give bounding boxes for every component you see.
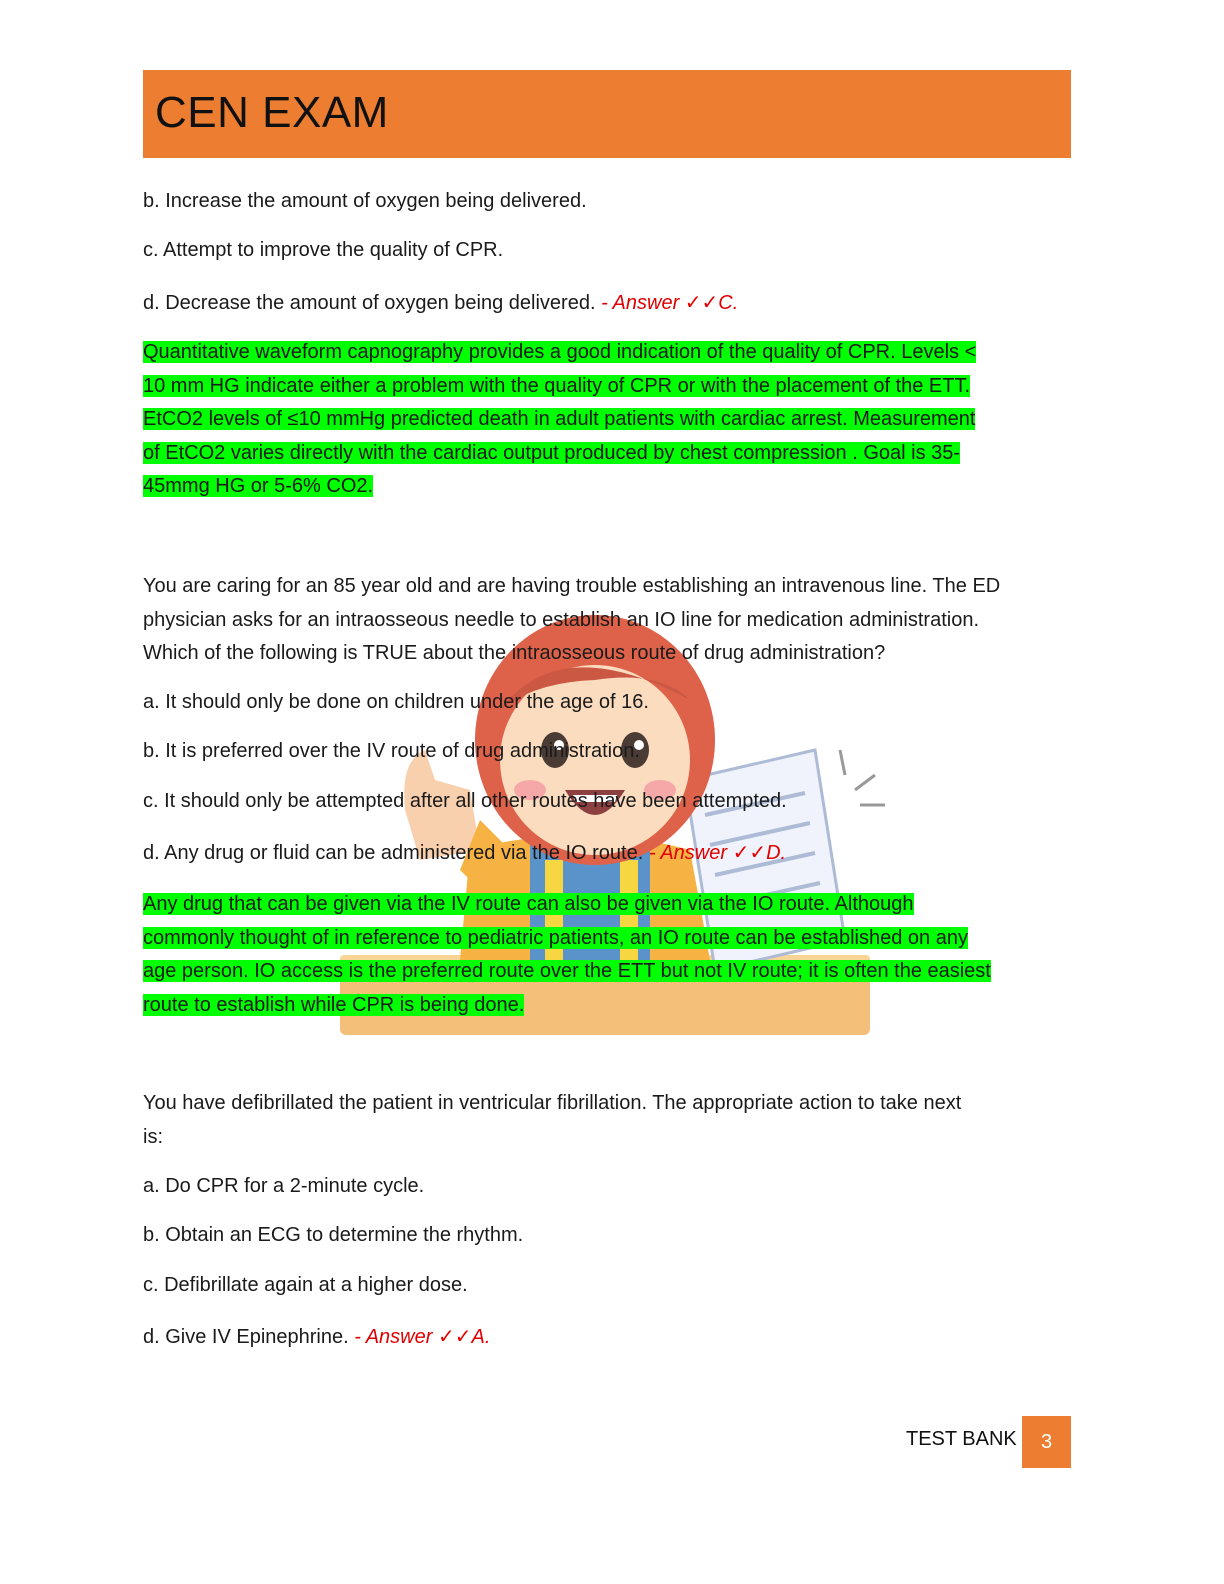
stem-line: You have defibrillated the patient in ventricular fibrillation. The appropriate action to take next <box>143 1092 962 1114</box>
explanation-line: route to establish while CPR is being done. <box>143 993 525 1016</box>
explanation-line: EtCO2 levels of ≤10 mmHg predicted death in adult patients with cardiac arrest. Measurement <box>143 408 976 430</box>
q3-option-a: a. Do CPR for a 2-minute cycle. <box>143 1175 425 1197</box>
page-number: 3 <box>1022 1416 1071 1468</box>
q1-option-b: b. Increase the amount of oxygen being delivered. <box>143 190 587 212</box>
page-title: CEN EXAM <box>155 88 389 137</box>
explanation-line: Quantitative waveform capnography provides a good indication of the quality of CPR. Levels < <box>143 341 977 363</box>
q3-stem <box>143 1087 1073 1154</box>
q2-stem <box>143 570 1073 671</box>
q1-option-c: c. Attempt to improve the quality of CPR. <box>143 239 504 261</box>
answer-key: Answer ✓✓A. <box>365 1326 491 1348</box>
footer-label: TEST BANK <box>906 1428 1017 1450</box>
answer-key: Answer ✓✓D. <box>660 842 787 864</box>
stem-line: is: <box>143 1125 163 1148</box>
q2-option-d <box>143 837 786 870</box>
q2-explanation <box>143 888 1063 1022</box>
q3-option-d <box>143 1321 490 1354</box>
explanation-line: 10 mm HG indicate either a problem with the quality of CPR or with the placement of the ETT. <box>143 374 971 397</box>
q2-option-a: a. It should only be done on children under the age of 16. <box>143 691 649 713</box>
explanation-line: of EtCO2 varies directly with the cardiac output produced by chest compression . Goal is 35- <box>143 441 961 464</box>
q1-option-d <box>143 287 738 320</box>
explanation-line: 45mmg HG or 5-6% CO2. <box>143 475 374 497</box>
q3-option-c: c. Defibrillate again at a higher dose. <box>143 1274 468 1296</box>
answer-separator: - <box>595 292 613 314</box>
answer-key: Answer ✓✓C. <box>612 292 739 314</box>
stem-line: physician asks for an intraosseous needle to establish an IO line for medication administration. <box>143 608 980 631</box>
option-text: d. Decrease the amount of oxygen being delivered. <box>143 292 596 314</box>
stem-line: You are caring for an 85 year old and are having trouble establishing an intravenous line. The ED <box>143 575 1001 597</box>
q2-option-b: b. It is preferred over the IV route of drug administration. <box>143 740 640 762</box>
option-text: d. Any drug or fluid can be administered via the IO route. <box>143 842 644 864</box>
answer-separator: - <box>348 1326 366 1348</box>
header-bar <box>143 70 1071 158</box>
q2-option-c: c. It should only be attempted after all other routes have been attempted. <box>143 790 787 812</box>
explanation-line: commonly thought of in reference to pediatric patients, an IO route can be established on any <box>143 926 968 949</box>
explanation-line: Any drug that can be given via the IV route can also be given via the IO route. Although <box>143 893 914 915</box>
stem-line: Which of the following is TRUE about the intraosseous route of drug administration? <box>143 642 886 664</box>
q3-option-b: b. Obtain an ECG to determine the rhythm. <box>143 1224 524 1246</box>
explanation-line: age person. IO access is the preferred route over the ETT but not IV route; it is often the easiest <box>143 960 991 982</box>
q1-explanation <box>143 336 1063 504</box>
option-text: d. Give IV Epinephrine. <box>143 1326 349 1348</box>
answer-separator: - <box>643 842 661 864</box>
